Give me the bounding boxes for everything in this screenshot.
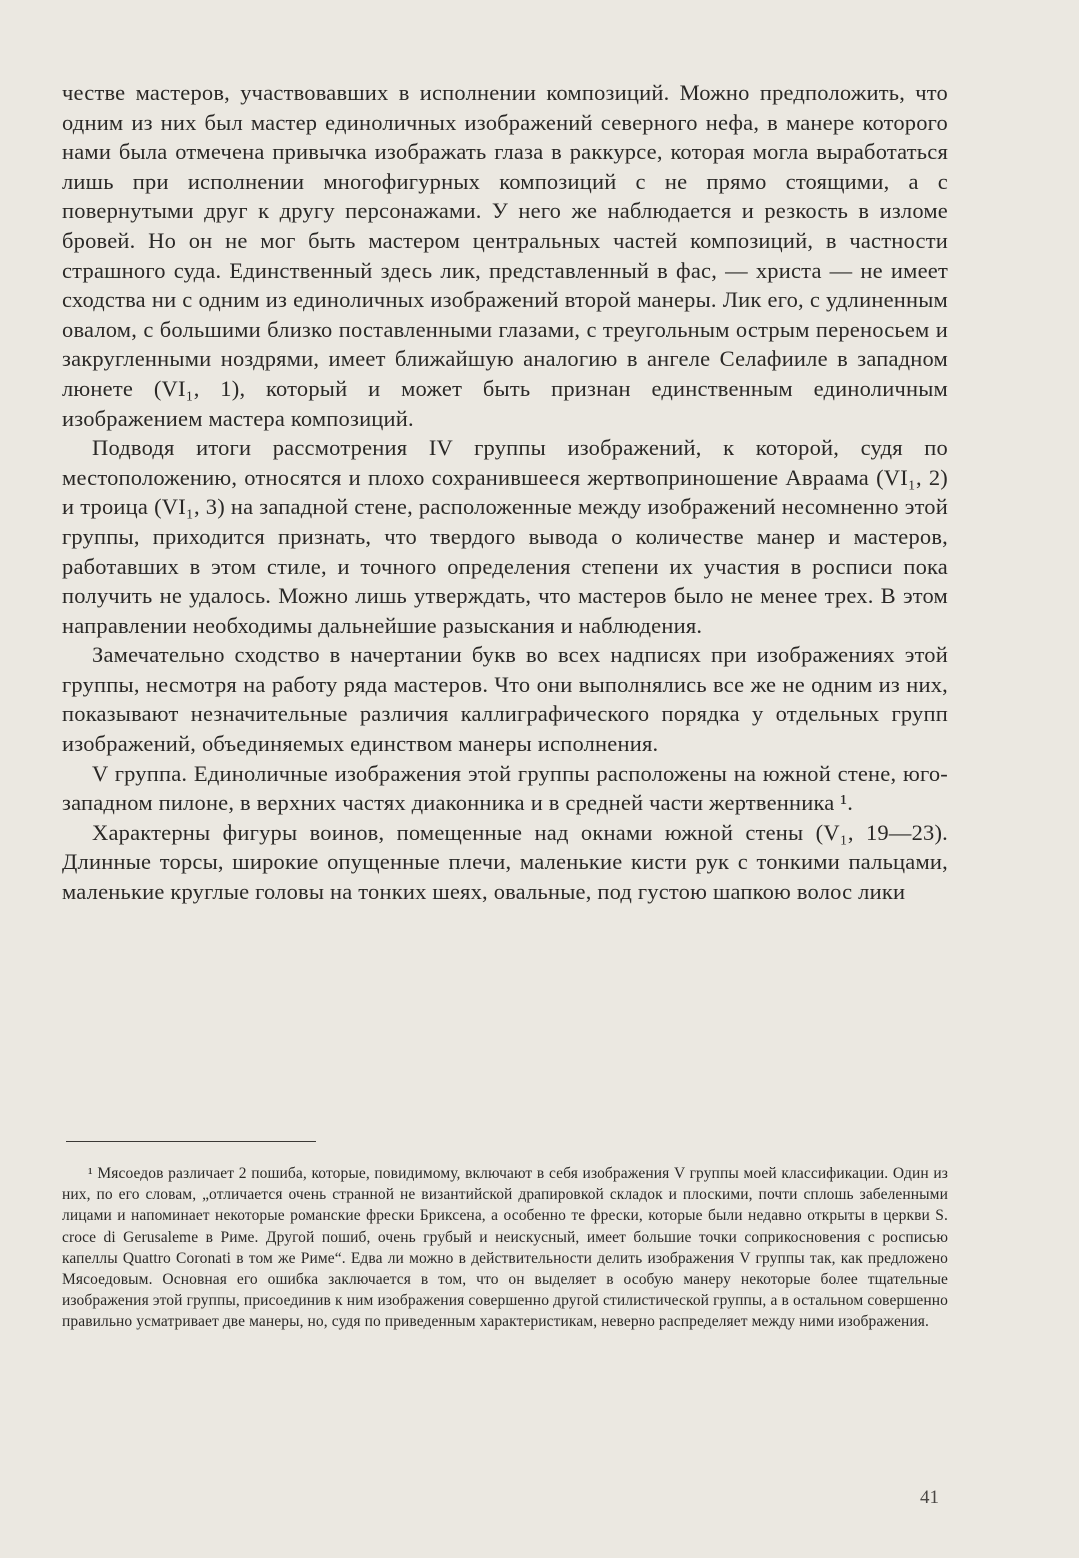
footnote-text: ¹ Мясоедов различает 2 пошиба, которые, повидимому, включают в себя изображения V группы моей классификации. Один из них, по его словам, „отличается очень странной не византийской драпировкой складок и плоскими, почти сплошь забеленными лицами и напоминает некоторые романские фрески Бриксена, а особенно те фрески, которые были недавно открыты в церкви S. croce di Gerusaleme в Риме. Другой пошиб, очень грубый и неискусный, имеет большие точки соприкосновения с росписью капеллы Quattro Coronati в том же Риме“. Едва ли можно в действительности делить изображения V группы так, как предложено Мясоедовым. Основная его ошибка заключается в том, что он выделяет в особую манеру некоторые более тщательные изображения этой группы, присоединив к ним изображения совершенно другой стилистической группы, а в остальном совершенно правильно усматривает две манеры, но, судя по приведенным характеристикам, неверно распределяет между ними изображения. — [62, 1165, 948, 1331]
paragraph: Характерны фигуры воинов, помещенные над окнами южной стены (V₁, 19—23). Длинные торсы, широкие опущенные плечи, маленькие кисти рук с тонкими пальцами, маленькие круглые головы на тонких шеях, овальные, под густою шапкою волос лики — [62, 819, 948, 905]
main-text — [62, 78, 948, 907]
paragraph: Подводя итоги рассмотрения IV группы изображений, к которой, судя по местоположению, относятся и плохо сохранившееся жертвоприношение Авраама (VI₁, 2) и троица (VI₁, 3) на западной стене, расположенные между изображений несомненно этой группы, приходится признать, что твердого вывода о количестве манер и мастеров, работавших в этом стиле, и точного определения степени их участия в росписи пока получить не удалось. Можно лишь утверждать, что мастеров было не менее трех. В этом направлении необходимы дальнейшие разыскания и наблюдения. — [62, 435, 948, 638]
paragraph: Замечательно сходство в начертании букв во всех надписях при изображениях этой группы, несмотря на работу ряда мастеров. Что они выполнялись все же не одним из них, показывают незначительные различия каллиграфического порядка у отдельных групп изображений, объединяемых единством манеры исполнения. — [62, 642, 948, 757]
paragraph: V группа. Единоличные изображения этой группы расположены на южной стене, юго-западном пилоне, в верхних частях диаконника и в средней части жертвенника ¹. — [62, 760, 948, 816]
footnote-divider — [66, 1141, 316, 1142]
paragraph: честве мастеров, участвовавших в исполнении композиций. Можно предположить, что одним из них был мастер единоличных изображений северного нефа, в манере которого нами была отмечена привычка изображать глаза в раккурсе, которая могла выработаться лишь при исполнении многофигурных композиций с не прямо стоящими, а с повернутыми друг к другу персонажами. У него же наблюдается и резкость в изломе бровей. Но он не мог быть мастером центральных частей композиций, в частности страшного суда. Единственный здесь лик, представленный в фас, — христа — не имеет сходства ни с одним из единоличных изображений второй манеры. Лик его, с удлиненным овалом, с большими близко поставленными глазами, с треугольным острым переносьем и закругленными ноздрями, имеет ближайшую аналогию в ангеле Селафииле в западном люнете (VI₁, 1), который и может быть признан единственным единоличным изображением мастера композиций. — [62, 80, 948, 431]
page-number: 41 — [920, 1487, 939, 1508]
footnote — [62, 1163, 948, 1333]
